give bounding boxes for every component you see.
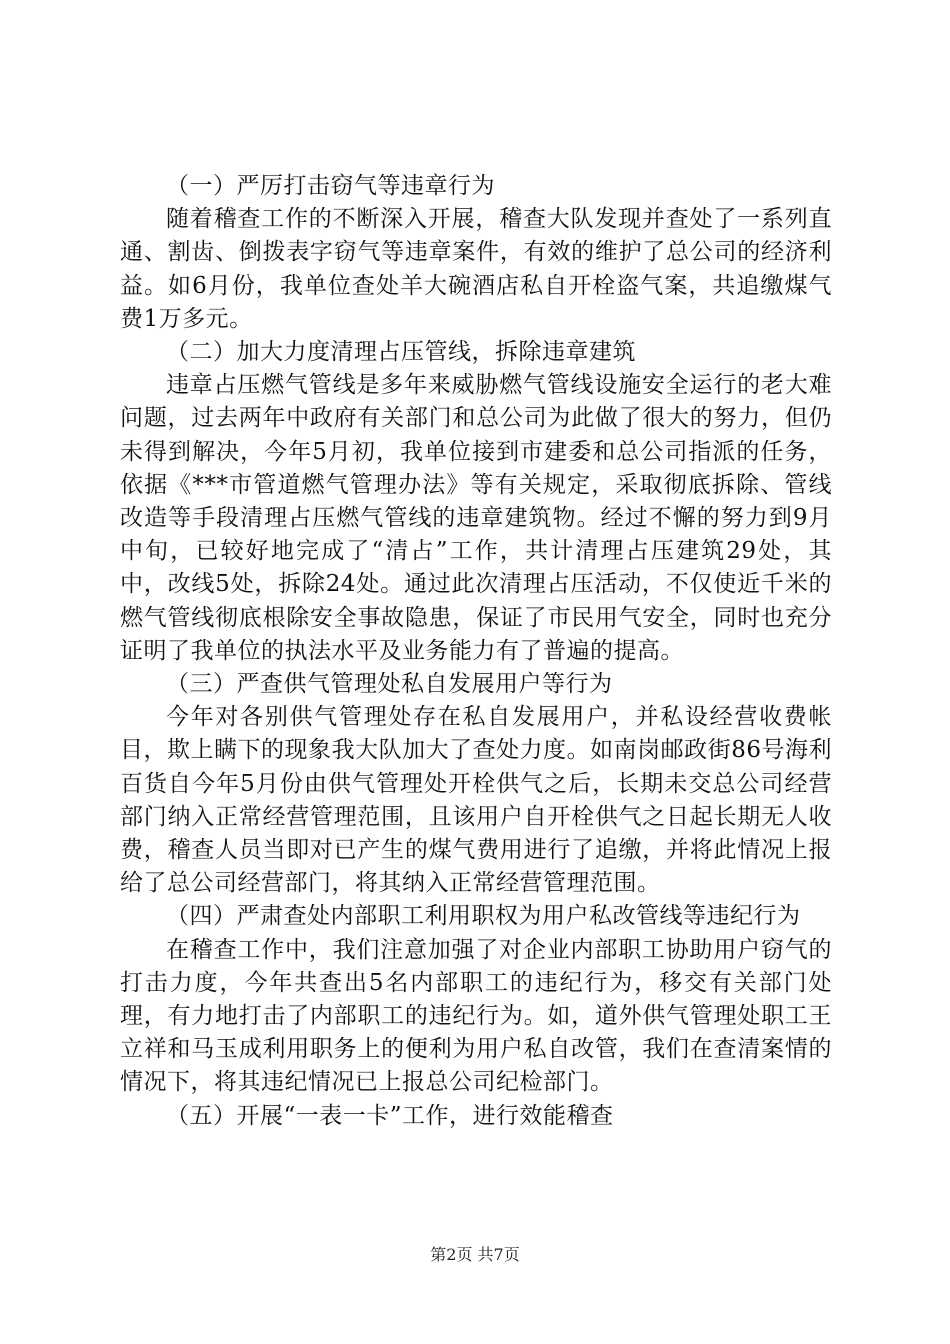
section-heading-4: （四）严肃查处内部职工利用职权为用户私改管线等违纪行为 bbox=[166, 903, 801, 930]
page-footer bbox=[0, 1242, 950, 1265]
paragraph-4: 在稽查工作中，我们注意加强了对企业内部职工协助用户窃气的打击力度，今年共查出5名内部职工的违纪行为，移交有关部门处理，有力地打击了内部职工的违纪行为。如，道外供气管理处职工王立祥和马玉成利用职务上的便利为用户私自改管，我们在查清案情的情况下，将其违纪情况已上报总公司纪检部门。 bbox=[120, 936, 832, 1096]
document-body bbox=[120, 170, 832, 1133]
paragraph-3: 今年对各别供气管理处存在私自发展用户，并私设经营收费帐目，欺上瞒下的现象我大队加大了查处力度。如南岗邮政街86号海利百货自今年5月份由供气管理处开栓供气之后，长期未交总公司经营部门纳入正常经营管理范围，且该用户自开栓供气之日起长期无人收费，稽查人员当即对已产生的煤气费用进行了追缴，并将此情况上报给了总公司经营部门，将其纳入正常经营管理范围。 bbox=[120, 704, 832, 897]
paragraph-2: 违章占压燃气管线是多年来威胁燃气管线设施安全运行的老大难问题，过去两年中政府有关部门和总公司为此做了很大的努力，但仍未得到解决，今年5月初，我单位接到市建委和总公司指派的任务，依据《***市管道燃气管理办法》等有关规定，采取彻底拆除、管线改造等手段清理占压燃气管线的违章建筑物。经过不懈的努力到9月中旬，已较好地完成了“清占”工作，共计清理占压建筑29处，其中，改线5处，拆除24处。通过此次清理占压活动，不仅使近千米的燃气管线彻底根除安全事故隐患，保证了市民用气安全，同时也充分证明了我单位的执法水平及业务能力有了普遍的提高。 bbox=[120, 372, 832, 664]
paragraph-1: 随着稽查工作的不断深入开展，稽查大队发现并查处了一系列直通、割齿、倒拨表字窃气等违章案件，有效的维护了总公司的经济利益。如6月份，我单位查处羊大碗酒店私自开栓盗气案，共追缴煤气费1万多元。 bbox=[120, 206, 832, 332]
section-heading-5: （五）开展“一表一卡”工作，进行效能稽查 bbox=[166, 1102, 614, 1129]
section-heading-2: （二）加大力度清理占压管线，拆除违章建筑 bbox=[166, 339, 636, 366]
section-heading-1: （一）严厉打击窃气等违章行为 bbox=[166, 173, 495, 199]
page-number: 第2页 共7页 bbox=[430, 1245, 520, 1264]
section-heading-3: （三）严查供气管理处私自发展用户等行为 bbox=[166, 671, 613, 698]
